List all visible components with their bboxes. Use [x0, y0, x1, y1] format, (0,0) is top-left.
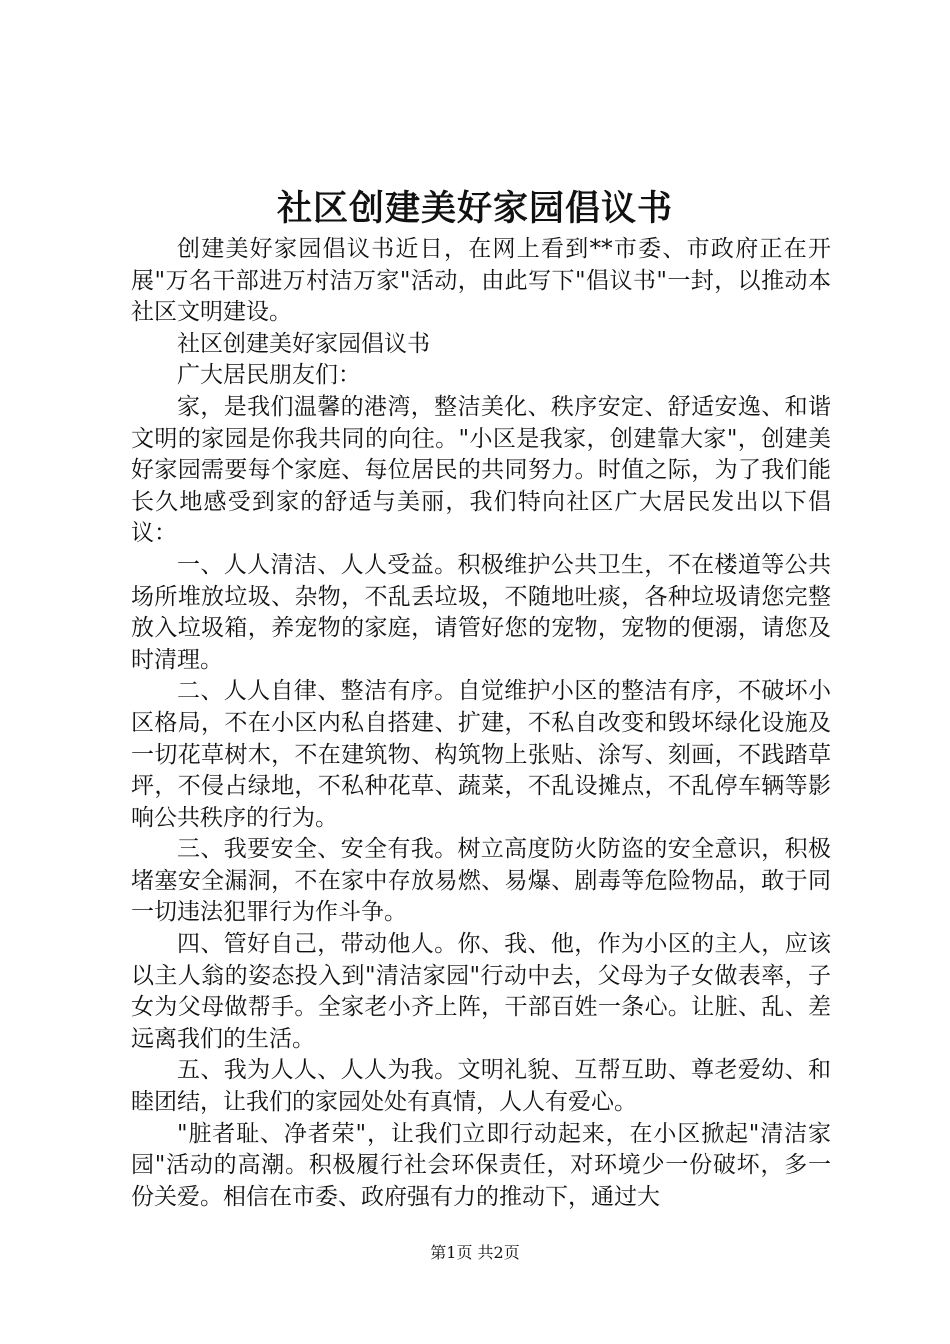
- paragraph-salutation: 广大居民朋友们：: [177, 362, 361, 389]
- paragraph-subtitle: 社区创建美好家园倡议书: [177, 330, 430, 357]
- paragraph-home: 家，是我们温馨的港湾，整洁美化、秩序安定、舒适安逸、和谐文明的家园是你我共同的向往。"小区是我家，创建靠大家"，创建美好家园需要每个家庭、每位居民的共同努力。时值之际，为了我们能长久地感受到家的舒适与美丽，我们特向社区广大居民发出以下倡议：: [131, 393, 831, 547]
- document-body: [131, 234, 831, 1213]
- page-indicator: 第1页 共2页: [430, 1243, 520, 1262]
- paragraph-closing: "脏者耻、净者荣"，让我们立即行动起来，在小区掀起"清洁家园"活动的高潮。积极履行社会环保责任，对环境少一份破坏，多一份关爱。相信在市委、政府强有力的推动下，通过大: [131, 1120, 831, 1210]
- document-title: 社区创建美好家园倡议书: [276, 188, 673, 229]
- paragraph-item-1: 一、人人清洁、人人受益。积极维护公共卫生，不在楼道等公共场所堆放垃圾、杂物，不乱丢垃圾，不随地吐痰，各种垃圾请您完整放入垃圾箱，养宠物的家庭，请管好您的宠物，宠物的便溺，请您及时清理。: [131, 551, 831, 673]
- paragraph-item-5: 五、我为人人、人人为我。文明礼貌、互帮互助、尊老爱幼、和睦团结，让我们的家园处处有真情，人人有爱心。: [131, 1057, 831, 1116]
- paragraph-intro: 创建美好家园倡议书近日，在网上看到**市委、市政府正在开展"万名干部进万村洁万家"活动，由此写下"倡议书"一封，以推动本社区文明建设。: [131, 236, 831, 326]
- paragraph-item-2: 二、人人自律、整洁有序。自觉维护小区的整洁有序，不破坏小区格局，不在小区内私自搭建、扩建，不私自改变和毁坏绿化设施及一切花草树木，不在建筑物、构筑物上张贴、涂写、刻画，不践踏草坪，不侵占绿地，不私种花草、蔬菜，不乱设摊点，不乱停车辆等影响公共秩序的行为。: [131, 678, 831, 831]
- paragraph-item-4: 四、管好自己，带动他人。你、我、他，作为小区的主人，应该以主人翁的姿态投入到"清洁家园"行动中去，父母为子女做表率，子女为父母做帮手。全家老小齐上阵，干部百姓一条心。让脏、乱、差远离我们的生活。: [131, 931, 831, 1052]
- paragraph-item-3: 三、我要安全、安全有我。树立高度防火防盗的安全意识，积极堵塞安全漏洞，不在家中存放易燃、易爆、剧毒等危险物品，敢于同一切违法犯罪行为作斗争。: [131, 836, 831, 926]
